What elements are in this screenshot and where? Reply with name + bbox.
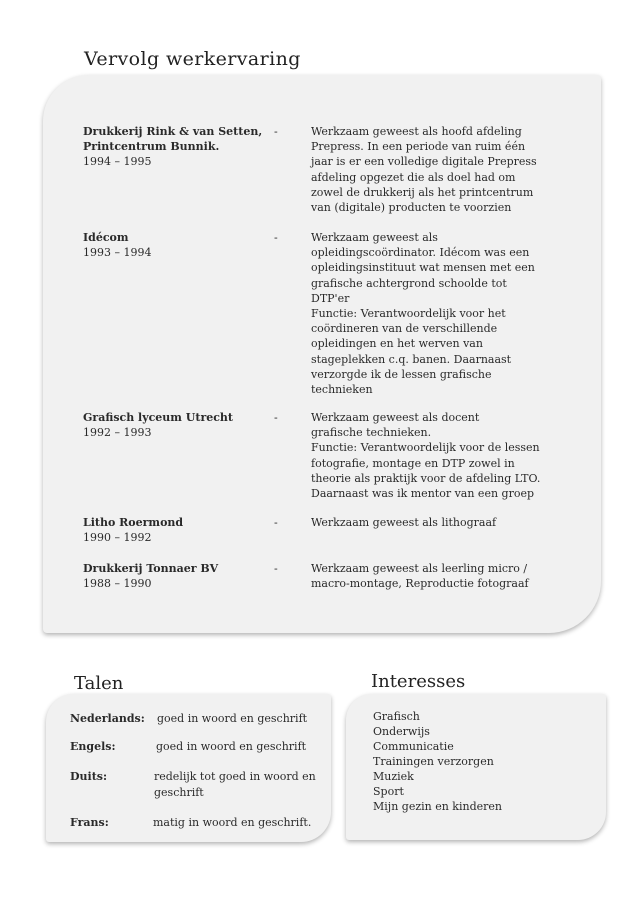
description-line: opleidingscoördinator. Idécom was een <box>311 246 530 260</box>
description-line: jaar is er een volledige digitale Prepress <box>311 155 537 169</box>
description-line: verzorgde ik de lessen grafische <box>311 367 492 381</box>
description-line: Functie: Verantwoordelijk voor het <box>311 307 506 321</box>
language-level <box>157 711 307 727</box>
interests-list <box>373 709 502 814</box>
description-line: grafische technieken. <box>311 426 432 440</box>
language-name: Duits: <box>70 770 108 783</box>
language-level-line: geschrift <box>154 785 204 799</box>
description-line: zowel de drukkerij als het printcentrum <box>311 185 534 199</box>
languages-heading: Talen <box>74 673 124 694</box>
description-line: Functie: Verantwoordelijk voor de lessen <box>311 441 540 455</box>
job-description <box>311 410 543 501</box>
period: 1994 – 1995 <box>83 155 152 169</box>
company-name <box>83 410 263 440</box>
dash-separator: - <box>274 516 278 529</box>
description-line: DTP'er <box>311 291 350 305</box>
language-level-line: goed in woord en geschrift <box>157 712 308 725</box>
job-description <box>311 124 543 215</box>
company-line: Litho Roermond <box>83 516 184 529</box>
language-level <box>154 769 316 800</box>
description-line: Daarnaast was ik mentor van een groep <box>311 487 535 501</box>
language-name: Frans: <box>70 816 109 829</box>
description-line: van (digitale) producten te voorzien <box>311 201 512 215</box>
company-name <box>83 230 263 260</box>
interest-item: Muziek <box>373 770 414 783</box>
company-line: Drukkerij Tonnaer BV <box>83 562 219 575</box>
company-line: Idécom <box>83 231 129 244</box>
language-level-line: redelijk tot goed in woord en <box>154 770 316 783</box>
language-level-line: goed in woord en geschrift <box>156 740 307 753</box>
company-line: Printcentrum Bunnik. <box>83 140 220 154</box>
interest-item: Sport <box>373 785 404 798</box>
language-level <box>156 739 306 755</box>
language-level <box>153 815 311 831</box>
description-line: Werkzaam geweest als hoofd afdeling <box>311 125 522 138</box>
dash-separator: - <box>274 562 278 575</box>
description-line: coördineren van de verschillende <box>311 322 498 336</box>
description-line: Werkzaam geweest als lithograaf <box>311 516 497 529</box>
description-line: Werkzaam geweest als leerling micro / <box>311 562 528 575</box>
dash-separator: - <box>274 411 278 424</box>
company-line: Grafisch lyceum Utrecht <box>83 411 234 424</box>
company-name <box>83 124 263 170</box>
language-name: Engels: <box>70 740 116 753</box>
description-line: opleidingsinstituut wat mensen met een <box>311 261 535 275</box>
interests-heading: Interesses <box>371 671 466 692</box>
job-description <box>311 561 543 591</box>
period: 1992 – 1993 <box>83 426 152 440</box>
dash-separator: - <box>274 231 278 244</box>
period: 1993 – 1994 <box>83 246 152 260</box>
description-line: technieken <box>311 383 373 397</box>
interest-item: Communicatie <box>373 740 454 753</box>
description-line: macro-montage, Reproductie fotograaf <box>311 577 529 591</box>
period: 1990 – 1992 <box>83 531 152 545</box>
description-line: Prepress. In een periode van ruim één <box>311 140 526 154</box>
work-experience-heading: Vervolg werkervaring <box>84 48 301 70</box>
description-line: grafische achtergrond schoolde tot <box>311 276 507 290</box>
interest-item: Onderwijs <box>373 725 430 738</box>
description-line: fotografie, montage en DTP zowel in <box>311 456 515 470</box>
dash-separator: - <box>274 125 278 138</box>
job-description <box>311 515 543 530</box>
description-line: theorie als praktijk voor de afdeling LTO. <box>311 471 541 485</box>
interest-item: Trainingen verzorgen <box>373 755 494 768</box>
interest-item: Mijn gezin en kinderen <box>373 800 502 813</box>
job-description <box>311 230 543 397</box>
description-line: Werkzaam geweest als docent <box>311 411 480 424</box>
company-name <box>83 515 263 545</box>
language-name: Nederlands: <box>70 712 145 725</box>
description-line: opleidingen en het werven van <box>311 337 483 351</box>
description-line: afdeling opgezet die als doel had om <box>311 170 516 184</box>
description-line: stageplekken c.q. banen. Daarnaast <box>311 352 512 366</box>
language-level-line: matig in woord en geschrift. <box>153 816 312 829</box>
company-name <box>83 561 263 591</box>
period: 1988 – 1990 <box>83 577 152 591</box>
description-line: Werkzaam geweest als <box>311 231 438 244</box>
company-line: Drukkerij Rink & van Setten, <box>83 125 263 138</box>
interest-item: Grafisch <box>373 710 420 723</box>
